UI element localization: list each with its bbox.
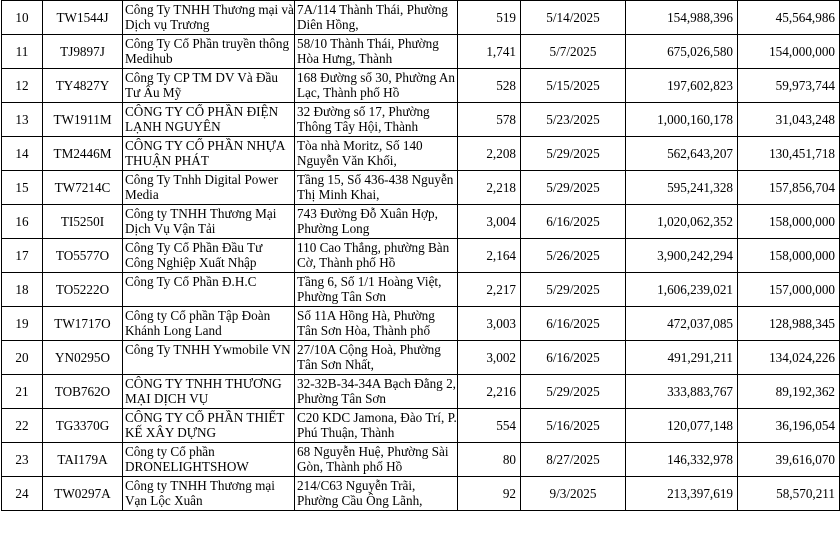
- quantity: 2,218: [486, 180, 516, 195]
- date: 5/15/2025: [546, 78, 600, 93]
- tax-amount-cell: [738, 1, 840, 35]
- row-number-cell: [2, 239, 43, 273]
- date-cell: [521, 375, 626, 409]
- company-code-cell: [43, 35, 123, 69]
- quantity-cell: [458, 239, 521, 273]
- company-address-cell: [295, 205, 458, 239]
- row-number-cell: [2, 477, 43, 511]
- amount-cell: [626, 341, 738, 375]
- company-name-cell: [123, 1, 295, 35]
- quantity-cell: [458, 137, 521, 171]
- row-number: 12: [15, 78, 29, 93]
- company-name: CÔNG TY CỔ PHẦN ĐIỆN LẠNH NGUYÊN: [125, 104, 279, 134]
- quantity: 528: [496, 78, 516, 93]
- row-number: 20: [15, 350, 29, 365]
- tax-amount-cell: [738, 69, 840, 103]
- company-address: Tầng 6, Số 1/1 Hoàng Việt, Phường Tân Sơn: [297, 274, 442, 304]
- quantity: 578: [496, 112, 516, 127]
- quantity: 554: [496, 418, 516, 433]
- company-name: Công Ty CP TM DV Và Đầu Tư Âu Mỹ: [125, 70, 278, 100]
- company-address: 32 Đường số 17, Phường Thông Tây Hội, Thành: [297, 104, 430, 134]
- date-cell: [521, 103, 626, 137]
- company-address-cell: [295, 1, 458, 35]
- quantity-cell: [458, 375, 521, 409]
- date: 5/16/2025: [546, 418, 600, 433]
- quantity: 1,741: [486, 44, 516, 59]
- row-number: 19: [15, 316, 29, 331]
- date: 6/16/2025: [546, 214, 600, 229]
- tax-amount: 45,564,986: [775, 10, 835, 25]
- quantity: 2,216: [486, 384, 516, 399]
- company-code-cell: [43, 239, 123, 273]
- company-address: 7A/114 Thành Thái, Phường Diên Hồng,: [297, 2, 448, 32]
- company-name-cell: [123, 477, 295, 511]
- company-code-cell: [43, 375, 123, 409]
- row-number-cell: [2, 307, 43, 341]
- company-address-cell: [295, 137, 458, 171]
- quantity: 2,164: [486, 248, 516, 263]
- company-address: 68 Nguyễn Huệ, Phường Sài Gòn, Thành phố Hồ: [297, 444, 449, 474]
- company-address: Tầng 15, Số 436-438 Nguyễn Thị Minh Khai,: [297, 172, 454, 202]
- company-name: Công ty Cổ phần Tập Đoàn Khánh Long Land: [125, 308, 271, 338]
- company-address: 214/C63 Nguyễn Trãi, Phường Cầu Ông Lãnh,: [297, 478, 423, 508]
- quantity-cell: [458, 409, 521, 443]
- tax-amount: 158,000,000: [769, 214, 835, 229]
- date: 6/16/2025: [546, 316, 600, 331]
- row-number: 18: [15, 282, 29, 297]
- amount-cell: [626, 69, 738, 103]
- amount-cell: [626, 273, 738, 307]
- company-address: 27/10A Cộng Hoà, Phường Tân Sơn Nhất,: [297, 342, 441, 372]
- amount: 675,026,580: [667, 44, 733, 59]
- company-code: TO5577O: [55, 248, 110, 263]
- amount-cell: [626, 103, 738, 137]
- company-address: C20 KDC Jamona, Đào Trí, P. Phú Thuận, Thành: [297, 410, 457, 440]
- amount-cell: [626, 171, 738, 205]
- company-name: Công Ty TNHH Thương mại và Dịch vụ Trương: [125, 2, 294, 32]
- quantity-cell: [458, 69, 521, 103]
- amount: 595,241,328: [667, 180, 733, 195]
- table-row: [2, 443, 840, 477]
- date-cell: [521, 205, 626, 239]
- row-number-cell: [2, 171, 43, 205]
- amount-cell: [626, 477, 738, 511]
- amount-cell: [626, 1, 738, 35]
- amount-cell: [626, 443, 738, 477]
- amount-cell: [626, 35, 738, 69]
- company-code-cell: [43, 103, 123, 137]
- company-code-cell: [43, 171, 123, 205]
- row-number-cell: [2, 137, 43, 171]
- company-code: TW1911M: [53, 112, 112, 127]
- date-cell: [521, 341, 626, 375]
- date-cell: [521, 239, 626, 273]
- company-name-cell: [123, 103, 295, 137]
- company-name-cell: [123, 171, 295, 205]
- quantity: 2,208: [486, 146, 516, 161]
- company-code: TW0297A: [54, 486, 111, 501]
- tax-amount: 134,024,226: [769, 350, 835, 365]
- row-number: 22: [15, 418, 29, 433]
- amount-cell: [626, 239, 738, 273]
- quantity-cell: [458, 341, 521, 375]
- company-code-cell: [43, 69, 123, 103]
- tax-amount: 39,616,070: [775, 452, 835, 467]
- company-code-cell: [43, 307, 123, 341]
- company-address-cell: [295, 103, 458, 137]
- date-cell: [521, 171, 626, 205]
- company-table: [1, 0, 840, 511]
- company-code-cell: [43, 1, 123, 35]
- quantity: 3,003: [486, 316, 516, 331]
- date: 5/29/2025: [546, 146, 600, 161]
- table-row: [2, 103, 840, 137]
- quantity-cell: [458, 103, 521, 137]
- tax-amount: 130,451,718: [769, 146, 835, 161]
- quantity: 92: [502, 486, 516, 501]
- date: 5/7/2025: [549, 44, 597, 59]
- row-number-cell: [2, 69, 43, 103]
- tax-amount: 154,000,000: [769, 44, 835, 59]
- company-code: YN0295O: [55, 350, 110, 365]
- company-code: TJ9897J: [60, 44, 105, 59]
- table-row: [2, 137, 840, 171]
- date: 5/14/2025: [546, 10, 600, 25]
- row-number-cell: [2, 103, 43, 137]
- row-number: 10: [15, 10, 29, 25]
- company-code-cell: [43, 477, 123, 511]
- amount: 213,397,619: [667, 486, 733, 501]
- row-number: 16: [15, 214, 29, 229]
- tax-amount: 31,043,248: [775, 112, 835, 127]
- date: 6/16/2025: [546, 350, 600, 365]
- company-code-cell: [43, 137, 123, 171]
- amount-cell: [626, 307, 738, 341]
- amount: 1,000,160,178: [657, 112, 733, 127]
- table-row: [2, 1, 840, 35]
- company-name-cell: [123, 307, 295, 341]
- company-code: TY4827Y: [55, 78, 110, 93]
- date-cell: [521, 137, 626, 171]
- table-row: [2, 69, 840, 103]
- row-number: 17: [15, 248, 29, 263]
- table-row: [2, 409, 840, 443]
- date: 5/29/2025: [546, 282, 600, 297]
- table-row: [2, 273, 840, 307]
- table-row: [2, 35, 840, 69]
- company-address-cell: [295, 273, 458, 307]
- company-code: TW1544J: [56, 10, 109, 25]
- date-cell: [521, 1, 626, 35]
- company-name-cell: [123, 137, 295, 171]
- tax-amount-cell: [738, 103, 840, 137]
- tax-amount: 157,856,704: [769, 180, 835, 195]
- row-number: 24: [15, 486, 29, 501]
- date: 9/3/2025: [549, 486, 597, 501]
- company-code: TI5250I: [60, 214, 105, 229]
- company-name-cell: [123, 205, 295, 239]
- company-name: Công ty Cổ phần DRONELIGHTSHOW: [125, 444, 249, 474]
- row-number-cell: [2, 205, 43, 239]
- table-row: [2, 375, 840, 409]
- tax-amount-cell: [738, 341, 840, 375]
- company-address: Tòa nhà Moritz, Số 140 Nguyễn Văn Khối,: [297, 138, 423, 168]
- amount: 146,332,978: [667, 452, 733, 467]
- table-body: [2, 1, 840, 511]
- table-row: [2, 171, 840, 205]
- date: 5/26/2025: [546, 248, 600, 263]
- amount: 472,037,085: [667, 316, 733, 331]
- tax-amount-cell: [738, 239, 840, 273]
- tax-amount-cell: [738, 307, 840, 341]
- amount: 1,020,062,352: [657, 214, 733, 229]
- quantity-cell: [458, 477, 521, 511]
- company-name-cell: [123, 273, 295, 307]
- tax-amount-cell: [738, 171, 840, 205]
- quantity-cell: [458, 307, 521, 341]
- date-cell: [521, 307, 626, 341]
- company-address-cell: [295, 341, 458, 375]
- row-number-cell: [2, 443, 43, 477]
- date: 8/27/2025: [546, 452, 600, 467]
- company-name: Công Ty Cổ Phần Đầu Tư Công Nghiệp Xuất Nhập: [125, 240, 263, 270]
- amount: 154,988,396: [667, 10, 733, 25]
- quantity-cell: [458, 205, 521, 239]
- date-cell: [521, 409, 626, 443]
- table-row: [2, 307, 840, 341]
- amount: 3,900,242,294: [657, 248, 733, 263]
- amount-cell: [626, 375, 738, 409]
- company-code: TW1717O: [54, 316, 111, 331]
- company-address: Số 11A Hồng Hà, Phường Tân Sơn Hòa, Thành phố: [297, 308, 435, 338]
- company-name-cell: [123, 239, 295, 273]
- table-row: [2, 341, 840, 375]
- company-name-cell: [123, 69, 295, 103]
- table-row: [2, 239, 840, 273]
- tax-amount: 158,000,000: [769, 248, 835, 263]
- tax-amount: 59,973,744: [775, 78, 835, 93]
- company-name: Công Ty Tnhh Digital Power Media: [125, 172, 279, 202]
- company-code: TW7214C: [54, 180, 111, 195]
- quantity-cell: [458, 443, 521, 477]
- company-code: TG3370G: [55, 418, 110, 433]
- date-cell: [521, 477, 626, 511]
- company-address-cell: [295, 443, 458, 477]
- company-address-cell: [295, 171, 458, 205]
- company-address-cell: [295, 69, 458, 103]
- company-address: 58/10 Thành Thái, Phường Hòa Hưng, Thành: [297, 36, 439, 66]
- row-number: 13: [15, 112, 29, 127]
- company-code-cell: [43, 273, 123, 307]
- company-name: CÔNG TY TNHH THƯƠNG MẠI DỊCH VỤ: [125, 376, 282, 406]
- company-name: Công Ty Cổ Phần Đ.H.C: [125, 274, 257, 289]
- company-code-cell: [43, 409, 123, 443]
- tax-amount: 89,192,362: [775, 384, 835, 399]
- date-cell: [521, 35, 626, 69]
- company-code: TO5222O: [55, 282, 110, 297]
- tax-amount-cell: [738, 205, 840, 239]
- company-name-cell: [123, 375, 295, 409]
- quantity: 3,004: [486, 214, 516, 229]
- row-number: 14: [15, 146, 29, 161]
- tax-amount: 58,570,211: [776, 486, 835, 501]
- company-name: CÔNG TY CỔ PHẦN THIẾT KẾ XÂY DỰNG: [125, 410, 285, 440]
- company-address-cell: [295, 239, 458, 273]
- row-number-cell: [2, 273, 43, 307]
- company-name-cell: [123, 35, 295, 69]
- row-number: 11: [15, 44, 29, 59]
- quantity: 3,002: [486, 350, 516, 365]
- company-name: CÔNG TY CỔ PHẦN NHỰA THUẬN PHÁT: [125, 138, 285, 168]
- amount-cell: [626, 137, 738, 171]
- quantity-cell: [458, 273, 521, 307]
- quantity-cell: [458, 171, 521, 205]
- company-name: Công ty TNHH Thương Mại Dịch Vụ Vận Tải: [125, 206, 277, 236]
- date-cell: [521, 69, 626, 103]
- row-number-cell: [2, 341, 43, 375]
- amount: 1,606,239,021: [657, 282, 733, 297]
- amount: 562,643,207: [667, 146, 733, 161]
- amount: 491,291,211: [667, 350, 733, 365]
- row-number: 15: [15, 180, 29, 195]
- row-number: 23: [15, 452, 29, 467]
- amount-cell: [626, 205, 738, 239]
- quantity: 519: [496, 10, 516, 25]
- company-address: 110 Cao Thắng, phường Bàn Cờ, Thành phố Hồ: [297, 240, 450, 270]
- company-code-cell: [43, 443, 123, 477]
- company-name-cell: [123, 409, 295, 443]
- company-name-cell: [123, 443, 295, 477]
- tax-amount-cell: [738, 443, 840, 477]
- amount: 120,077,148: [667, 418, 733, 433]
- table-row: [2, 205, 840, 239]
- company-name-cell: [123, 341, 295, 375]
- company-address: 32-32B-34-34A Bạch Đằng 2, Phường Tân Sơn: [297, 376, 456, 406]
- row-number: 21: [15, 384, 29, 399]
- company-code: TM2446M: [53, 146, 112, 161]
- amount-cell: [626, 409, 738, 443]
- tax-amount-cell: [738, 409, 840, 443]
- company-address-cell: [295, 375, 458, 409]
- quantity-cell: [458, 1, 521, 35]
- date-cell: [521, 273, 626, 307]
- company-name: Công Ty Cổ Phần truyền thông Medihub: [125, 36, 290, 66]
- date: 5/23/2025: [546, 112, 600, 127]
- date-cell: [521, 443, 626, 477]
- company-address-cell: [295, 477, 458, 511]
- amount: 197,602,823: [667, 78, 733, 93]
- quantity-cell: [458, 35, 521, 69]
- company-name: Công ty TNHH Thương mại Vạn Lộc Xuân: [125, 478, 275, 508]
- company-address-cell: [295, 35, 458, 69]
- tax-amount-cell: [738, 137, 840, 171]
- company-code: TOB762O: [54, 384, 111, 399]
- tax-amount: 157,000,000: [769, 282, 835, 297]
- company-code-cell: [43, 205, 123, 239]
- tax-amount-cell: [738, 375, 840, 409]
- date: 5/29/2025: [546, 180, 600, 195]
- quantity: 2,217: [486, 282, 516, 297]
- row-number-cell: [2, 1, 43, 35]
- tax-amount-cell: [738, 273, 840, 307]
- company-address: 743 Đường Đỗ Xuân Hợp, Phường Long: [297, 206, 438, 236]
- row-number-cell: [2, 375, 43, 409]
- tax-amount: 128,988,345: [769, 316, 835, 331]
- date: 5/29/2025: [546, 384, 600, 399]
- company-address: 168 Đường số 30, Phường An Lạc, Thành phố Hồ: [297, 70, 455, 100]
- row-number-cell: [2, 35, 43, 69]
- company-address-cell: [295, 409, 458, 443]
- quantity: 80: [502, 452, 516, 467]
- tax-amount-cell: [738, 35, 840, 69]
- company-code: TAI179A: [57, 452, 108, 467]
- table-row: [2, 477, 840, 511]
- company-code-cell: [43, 341, 123, 375]
- amount: 333,883,767: [667, 384, 733, 399]
- tax-amount-cell: [738, 477, 840, 511]
- tax-amount: 36,196,054: [775, 418, 835, 433]
- company-name: Công Ty TNHH Ywmobile VN: [125, 342, 291, 357]
- company-address-cell: [295, 307, 458, 341]
- row-number-cell: [2, 409, 43, 443]
